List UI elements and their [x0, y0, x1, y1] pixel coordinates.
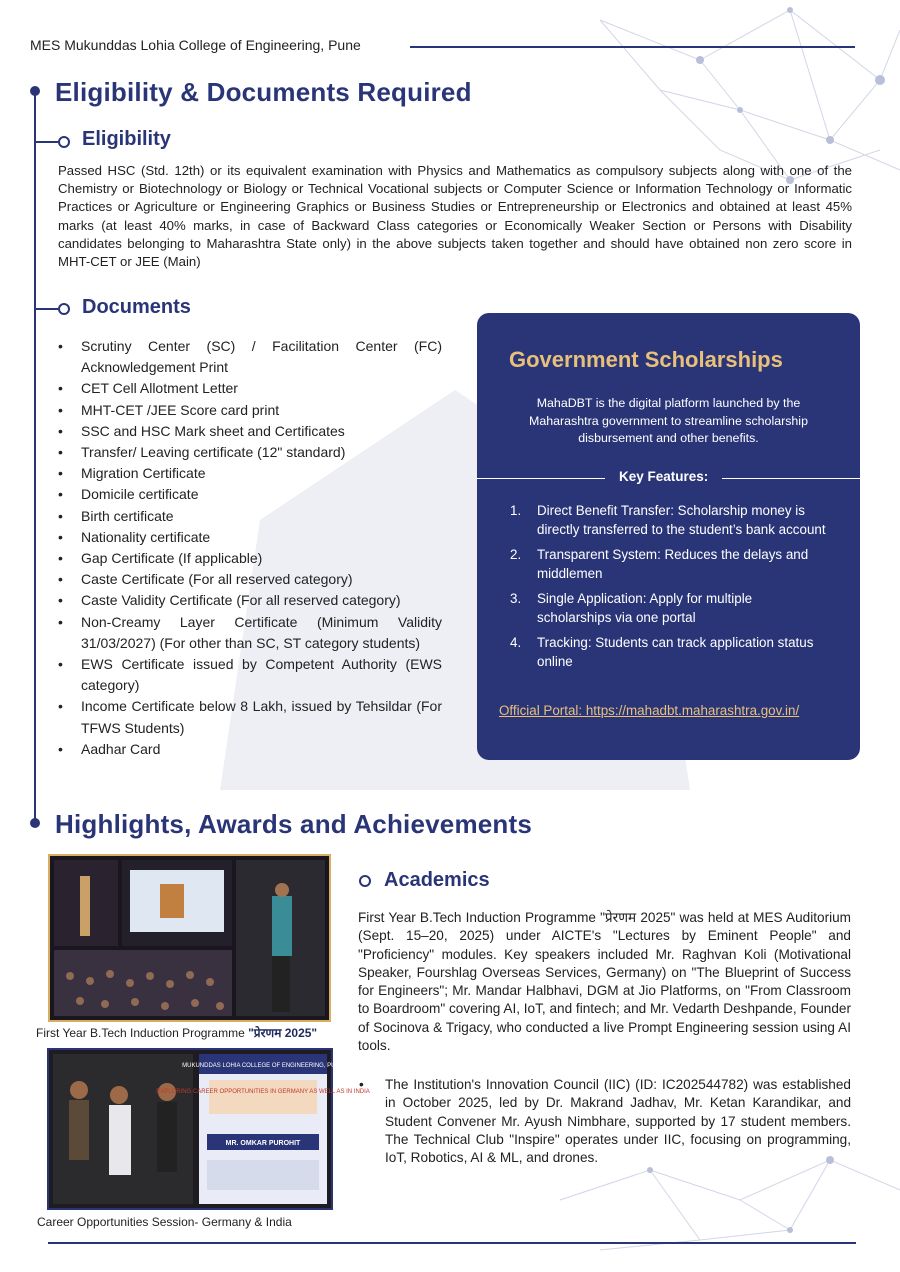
induction-photo-image [50, 856, 329, 1020]
iic-text: The Institution's Innovation Council (IIC) (ID: IC202544782) was established in October 2025, led by Dr. Makrand Jadhav, Mr. Ketan Karandikar, and Student Convener Mr. Ayush Nimbhare, supported by 17 student members. The Technical Club "Inspire" operates under IIC, focusing on programming, IoT, Robotics, AI & ML, and drones. [385, 1077, 851, 1166]
timeline-ring-icon [58, 303, 70, 315]
poster-college: MUKUNDDAS LOHIA COLLEGE OF ENGINEERING, PUNE [182, 1063, 344, 1069]
feature-item [510, 633, 830, 671]
list-item: • EWS Certificate issued by Competent Authority (EWS category) [58, 654, 442, 696]
timeline-dot-icon [30, 86, 40, 96]
timeline-branch [36, 141, 58, 143]
list-item: • SSC and HSC Mark sheet and Certificates [58, 421, 442, 442]
list-item: • Caste Validity Certificate (For all reserved category) [58, 590, 442, 611]
feature-number: 4. [510, 635, 522, 650]
list-item: • Scrutiny Center (SC) / Facilitation Center (FC) Acknowledgement Print [58, 336, 442, 378]
career-session-photo [47, 1048, 370, 1210]
feature-text: Direct Benefit Transfer: Scholarship money is directly transferred to the student’s bank account [537, 503, 826, 537]
list-item: • CET Cell Allotment Letter [58, 378, 442, 399]
photo-caption-induction [36, 1024, 317, 1041]
iic-bullet [358, 1076, 851, 1167]
list-item: • Transfer/ Leaving certificate (12" standard) [58, 442, 442, 463]
timeline-line [34, 90, 36, 825]
features-list [510, 501, 830, 677]
timeline-ring-icon [58, 136, 70, 148]
feature-item [510, 589, 830, 627]
header-divider [410, 46, 855, 48]
feature-item [510, 501, 830, 539]
caption-bold: "प्रेरणम 2025" [248, 1026, 318, 1040]
feature-text: Tracking: Students can track application status online [537, 635, 814, 669]
feature-item [510, 545, 830, 583]
list-item: • Nationality certificate [58, 527, 442, 548]
college-name: MES Mukunddas Lohia College of Engineering, Pune [30, 37, 361, 53]
list-item: • Domicile certificate [58, 484, 442, 505]
feature-text: Single Application: Apply for multiple scholarships via one portal [537, 591, 753, 625]
feature-number: 2. [510, 547, 522, 562]
induction-photo-collage [48, 854, 331, 1022]
list-item: • Non-Creamy Layer Certificate (Minimum Validity 31/03/2027) (For other than SC, ST category students) [58, 612, 442, 654]
bullet-icon: • [359, 1077, 364, 1092]
key-features-label: Key Features: [605, 469, 722, 484]
academics-paragraph: First Year B.Tech Induction Programme "प्रेरणम 2025" was held at MES Auditorium (Sept. 15–20, 2025) under AICTE's "Lectures by Eminent People" and "Proficiency" modules. Key speakers included Mr. Raghvan Koli (Motivational Speaker, Fourshlag Overseas Services, Germany) on "The Blueprint of Success for Engineers"; Mr. Mandar Halbhavi, DGM at Jio Platforms, on "From Classroom to Boardroom" covering AI, IoT, and fintech; and Mr. Vedarth Deshpande, Founder of Socinova & Trigacy, who conducted a live Prompt Engineering session using AI tools. [358, 910, 851, 1054]
timeline-dot-icon [30, 818, 40, 828]
feature-text: Transparent System: Reduces the delays and middlemen [537, 547, 809, 581]
feature-number: 3. [510, 591, 522, 606]
academics-ring-icon [359, 875, 371, 887]
section-title-eligibility-documents: Eligibility & Documents Required [55, 77, 472, 107]
list-item: • Income Certificate below 8 Lakh, issued by Tehsildar (For TFWS Students) [58, 696, 442, 738]
section-title-highlights: Highlights, Awards and Achievements [55, 809, 533, 839]
list-item: • Gap Certificate (If applicable) [58, 548, 442, 569]
academics-heading: Academics [384, 869, 490, 891]
list-item: • MHT-CET /JEE Score card print [58, 400, 442, 421]
documents-list [58, 336, 442, 760]
photo-caption-career: Career Opportunities Session- Germany & India [37, 1215, 292, 1229]
scholarships-intro: MahaDBT is the digital platform launched by the Maharashtra government to streamline scholarship disbursement and other benefits. [529, 396, 808, 445]
poster-speaker: MR. OMKAR PUROHIT [225, 1140, 301, 1147]
documents-heading: Documents [82, 296, 191, 318]
eligibility-heading: Eligibility [82, 128, 171, 150]
timeline-branch [36, 308, 58, 310]
eligibility-text: Passed HSC (Std. 12th) or its equivalent examination with Physics and Mathematics as compulsory subjects along with one of the Chemistry or Biotechnology or Biology or Technical Vocational subjects or Computer Science or Information Technology or Informatic Practices or Agriculture or Engineering Graphics or Business Studies or Entrepreneurship or Electronics and obtained at least 45% marks (at least 40% marks, in case of Backward Class categories or Economically Weaker Section or Persons with Disability candidates belonging to Maharashtra State only) in the above subjects taken together and should have obtained non zero score in MHT-CET or JEE (Main) [58, 163, 852, 270]
list-item: • Migration Certificate [58, 463, 442, 484]
feature-number: 1. [510, 503, 522, 518]
official-portal-link[interactable]: Official Portal: https://mahadbt.maharashtra.gov.in/ [499, 703, 800, 718]
list-item: • Aadhar Card [58, 739, 442, 760]
key-features-divider [477, 468, 860, 488]
footer-divider [48, 1242, 856, 1244]
poster-title: EXPLORING CAREER OPPORTUNITIES IN GERMANY AS WELL AS IN INDIA [156, 1089, 370, 1095]
list-item: • Caste Certificate (For all reserved category) [58, 569, 442, 590]
career-session-image [49, 1050, 370, 1208]
scholarships-panel [477, 313, 860, 760]
list-item: • Birth certificate [58, 506, 442, 527]
scholarships-title: Government Scholarships [509, 347, 783, 372]
caption-text: First Year B.Tech Induction Programme [36, 1026, 249, 1040]
